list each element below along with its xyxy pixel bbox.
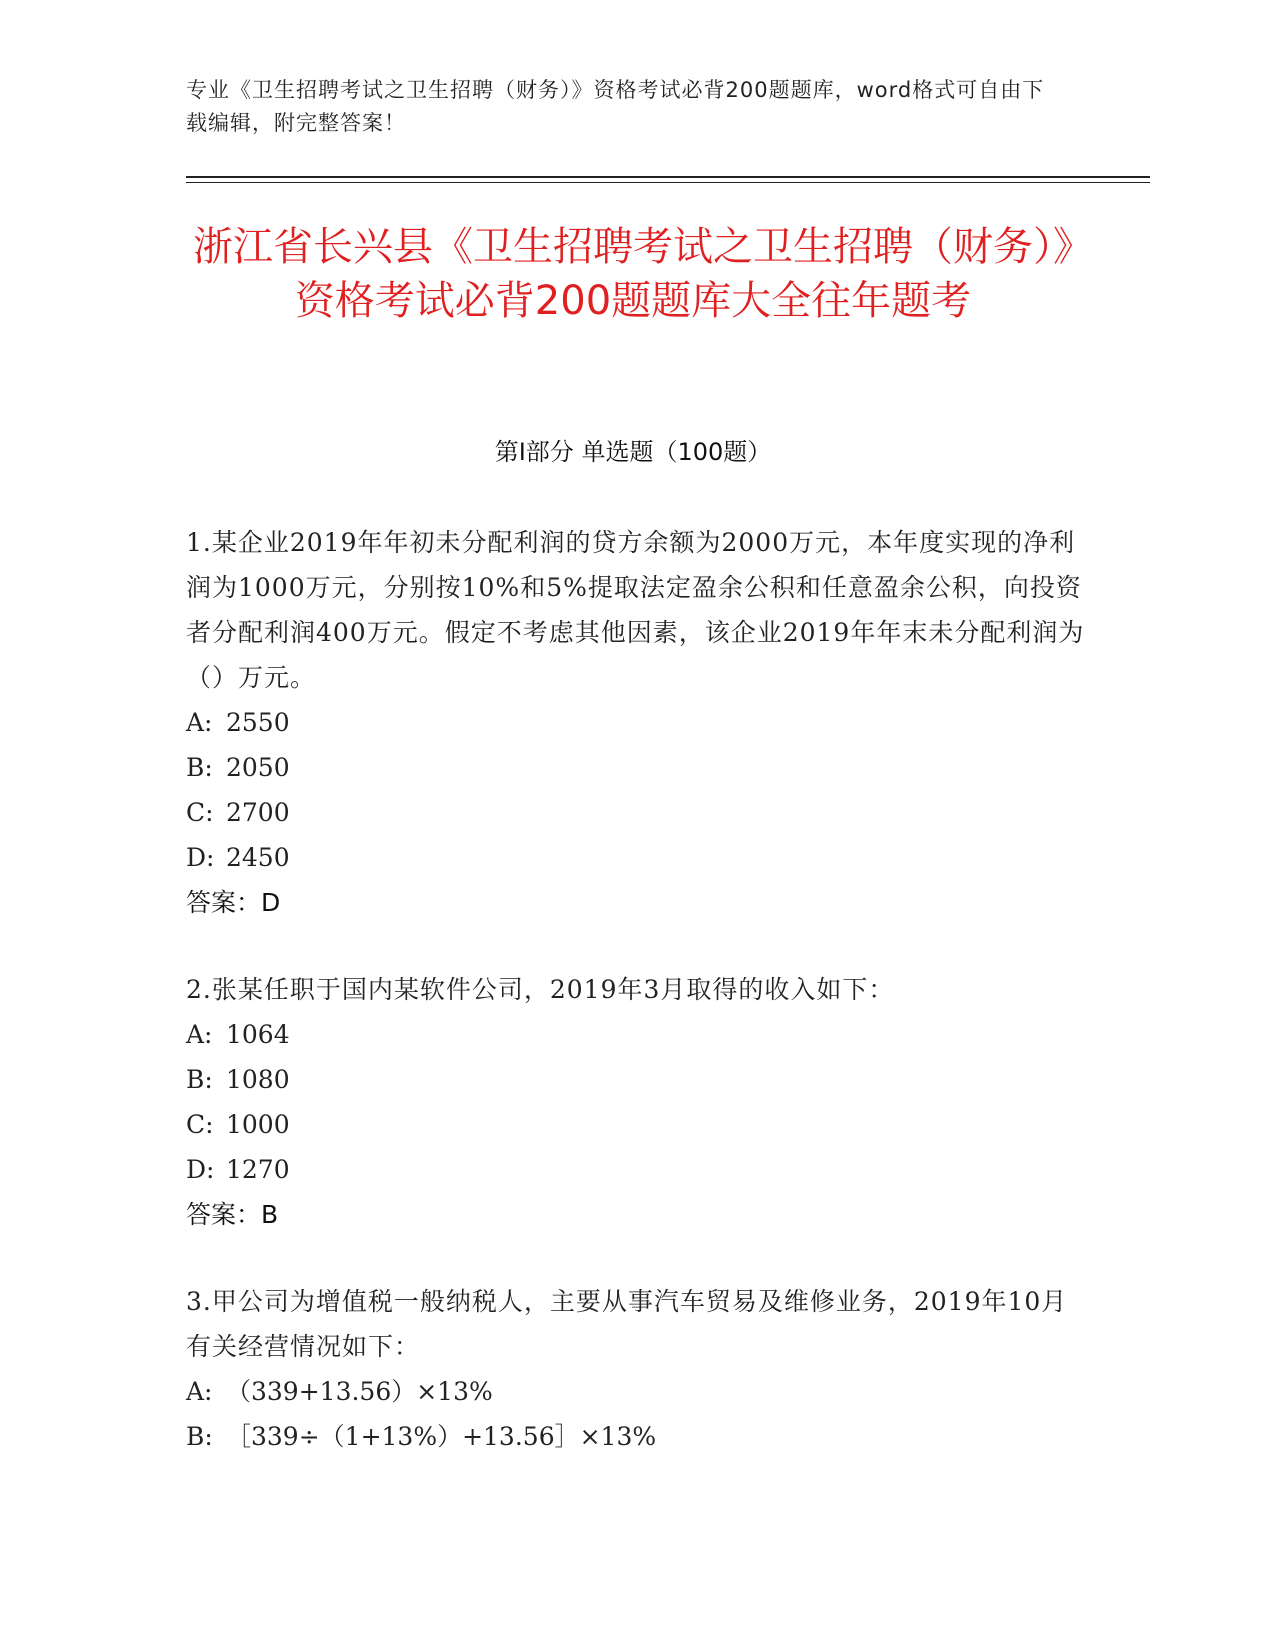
document-title: 浙江省长兴县《卫生招聘考试之卫生招聘（财务）》资格考试必背200题题库大全往年题考 [193, 224, 1073, 324]
option-a [186, 1369, 1086, 1414]
option-letter: A: [186, 708, 213, 737]
option-letter: C: [186, 798, 214, 827]
option-text: ［339÷（1+13%）+13.56］×13% [226, 1422, 657, 1451]
question-3 [186, 1279, 1086, 1459]
question-2 [186, 967, 1086, 1237]
option-b [186, 745, 1086, 790]
header-note: 专业《卫生招聘考试之卫生招聘（财务）》资格考试必背200题题库，word格式可自由下载编辑，附完整答案！ [186, 78, 1045, 135]
option-text: 2050 [226, 753, 290, 782]
header-divider-thin [186, 182, 1150, 183]
option-c [186, 790, 1086, 835]
option-letter: A: [186, 1020, 213, 1049]
option-letter: D: [186, 1155, 215, 1184]
option-b [186, 1414, 1086, 1459]
option-text: 2550 [226, 708, 290, 737]
option-a [186, 700, 1086, 745]
option-text: （339+13.56）×13% [226, 1377, 493, 1406]
option-text: 1270 [226, 1155, 290, 1184]
option-letter: A: [186, 1377, 213, 1406]
question-stem: 1.某企业2019年年初未分配利润的贷方余额为2000万元，本年度实现的净利润为1000万元，分别按10%和5%提取法定盈余公积和任意盈余公积，向投资者分配利润400万元。假定不考虑其他因素，该企业2019年年末未分配利润为（）万元。 [186, 528, 1085, 692]
option-letter: C: [186, 1110, 214, 1139]
option-c [186, 1102, 1086, 1147]
answer-line: 答案：D [186, 888, 281, 917]
option-a [186, 1012, 1086, 1057]
question-list [186, 520, 1086, 1501]
option-b [186, 1057, 1086, 1102]
question-1 [186, 520, 1086, 925]
option-letter: B: [186, 753, 213, 782]
option-text: 2700 [226, 798, 290, 827]
question-stem: 3.甲公司为增值税一般纳税人，主要从事汽车贸易及维修业务，2019年10月有关经营情况如下： [186, 1287, 1068, 1361]
option-d [186, 835, 1086, 880]
header-divider-thick [186, 176, 1150, 178]
question-stem: 2.张某任职于国内某软件公司，2019年3月取得的收入如下： [186, 975, 895, 1004]
option-letter: B: [186, 1422, 213, 1451]
option-text: 1080 [226, 1065, 290, 1094]
section-title: 第I部分 单选题（100题） [494, 438, 772, 466]
answer-line: 答案：B [186, 1200, 279, 1229]
option-letter: B: [186, 1065, 213, 1094]
option-text: 1000 [226, 1110, 290, 1139]
option-text: 2450 [226, 843, 290, 872]
option-letter: D: [186, 843, 215, 872]
option-text: 1064 [226, 1020, 290, 1049]
option-d [186, 1147, 1086, 1192]
